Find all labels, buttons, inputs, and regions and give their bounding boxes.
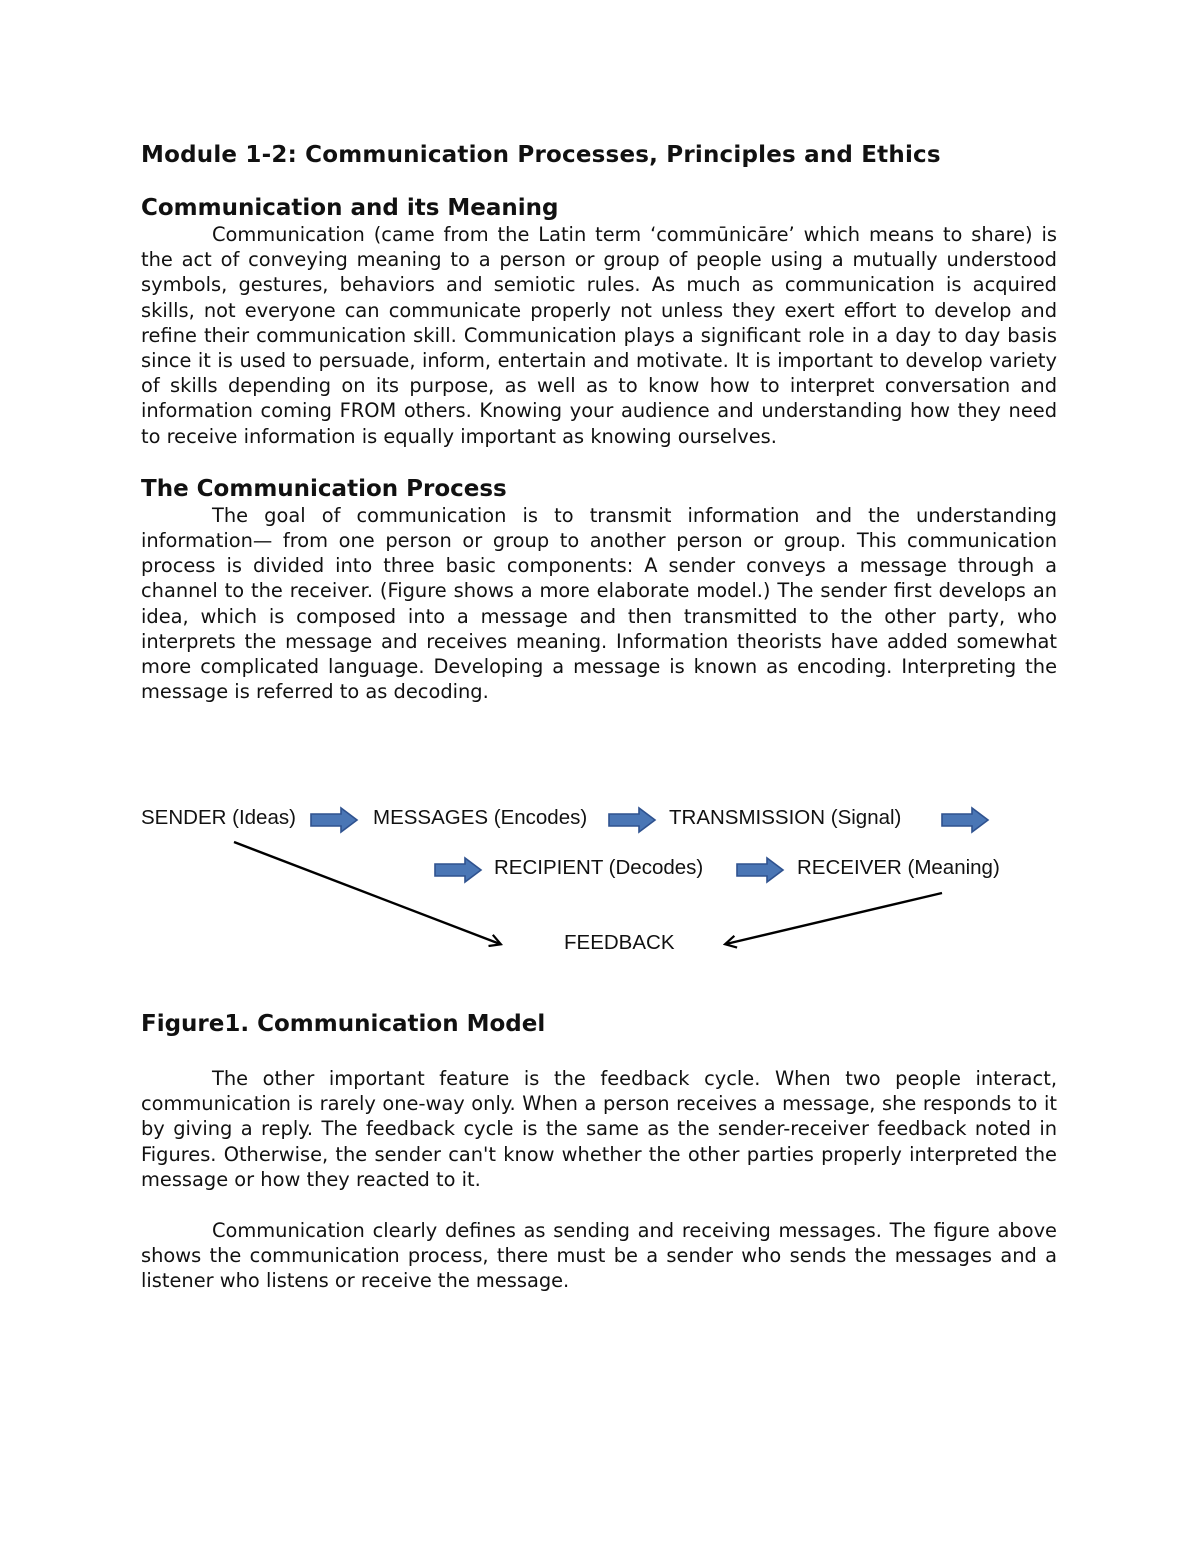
page-title: Module 1-2: Communication Processes, Principles and Ethics <box>141 142 941 168</box>
paragraph-conclusion: Communication clearly defines as sending and receiving messages. The figure above shows the communication process, there must be a sender who sends the messages and a listener who listens or receive the message. <box>141 1219 1057 1293</box>
right-arrow-icon <box>942 808 988 832</box>
diagram-node-transmission: TRANSMISSION (Signal) <box>669 806 902 829</box>
section-paragraph-process: The goal of communication is to transmit information and the understanding information— from one person or group to another person or group. This communication process is divided into three basic components: A sender conveys a message through a channel to the receiver. (Figure shows a more elaborate model.) The sender first develops an idea, which is composed into a message and then transmitted to the other party, who interprets the message and receives meaning. Information theorists have added somewhat more complicated language. Developing a message is known as encoding. Interpreting the message is referred to as decoding. <box>141 503 1057 704</box>
communication-model-diagram <box>0 780 1200 980</box>
section-heading-meaning: Communication and its Meaning <box>141 195 559 221</box>
right-arrow-icon <box>311 808 357 832</box>
diagram-node-recipient: RECIPIENT (Decodes) <box>494 856 704 879</box>
feedback-arrow-from-receiver <box>726 893 942 944</box>
document-body-continued <box>141 1066 1057 1294</box>
feedback-arrow-from-sender <box>234 842 500 944</box>
document-body <box>141 140 1057 704</box>
diagram-node-receiver: RECEIVER (Meaning) <box>797 856 1000 879</box>
figure-caption: Figure1. Communication Model <box>141 1011 546 1037</box>
section-paragraph-meaning: Communication (came from the Latin term ‘commūnicāre’ which means to share) is the act of conveying meaning to a person or group of people using a mutually understood symbols, gestures, behaviors and semiotic rules. As much as communication is acquired skills, not everyone can communicate properly not unless they exert effort to develop and refine their communication skill. Communication plays a significant role in a day to day basis since it is used to persuade, inform, entertain and motivate. It is important to develop variety of skills depending on its purpose, as well as to know how to interpret conversation and information coming FROM others. Knowing your audience and understanding how they need to receive information is equally important as knowing ourselves. <box>141 223 1057 448</box>
diagram-node-feedback: FEEDBACK <box>564 931 675 954</box>
diagram-node-messages: MESSAGES (Encodes) <box>373 806 588 829</box>
right-arrow-icon <box>737 858 783 882</box>
right-arrow-icon <box>435 858 481 882</box>
diagram-node-sender: SENDER (Ideas) <box>141 806 296 829</box>
section-heading-process: The Communication Process <box>141 475 507 502</box>
right-arrow-icon <box>609 808 655 832</box>
paragraph-feedback-cycle: The other important feature is the feedback cycle. When two people interact, communication is rarely one-way only. When a person receives a message, she responds to it by giving a reply. The feedback cycle is the same as the sender-receiver feedback noted in Figures. Otherwise, the sender can't know whether the other parties properly interpreted the message or how they reacted to it. <box>141 1067 1057 1191</box>
